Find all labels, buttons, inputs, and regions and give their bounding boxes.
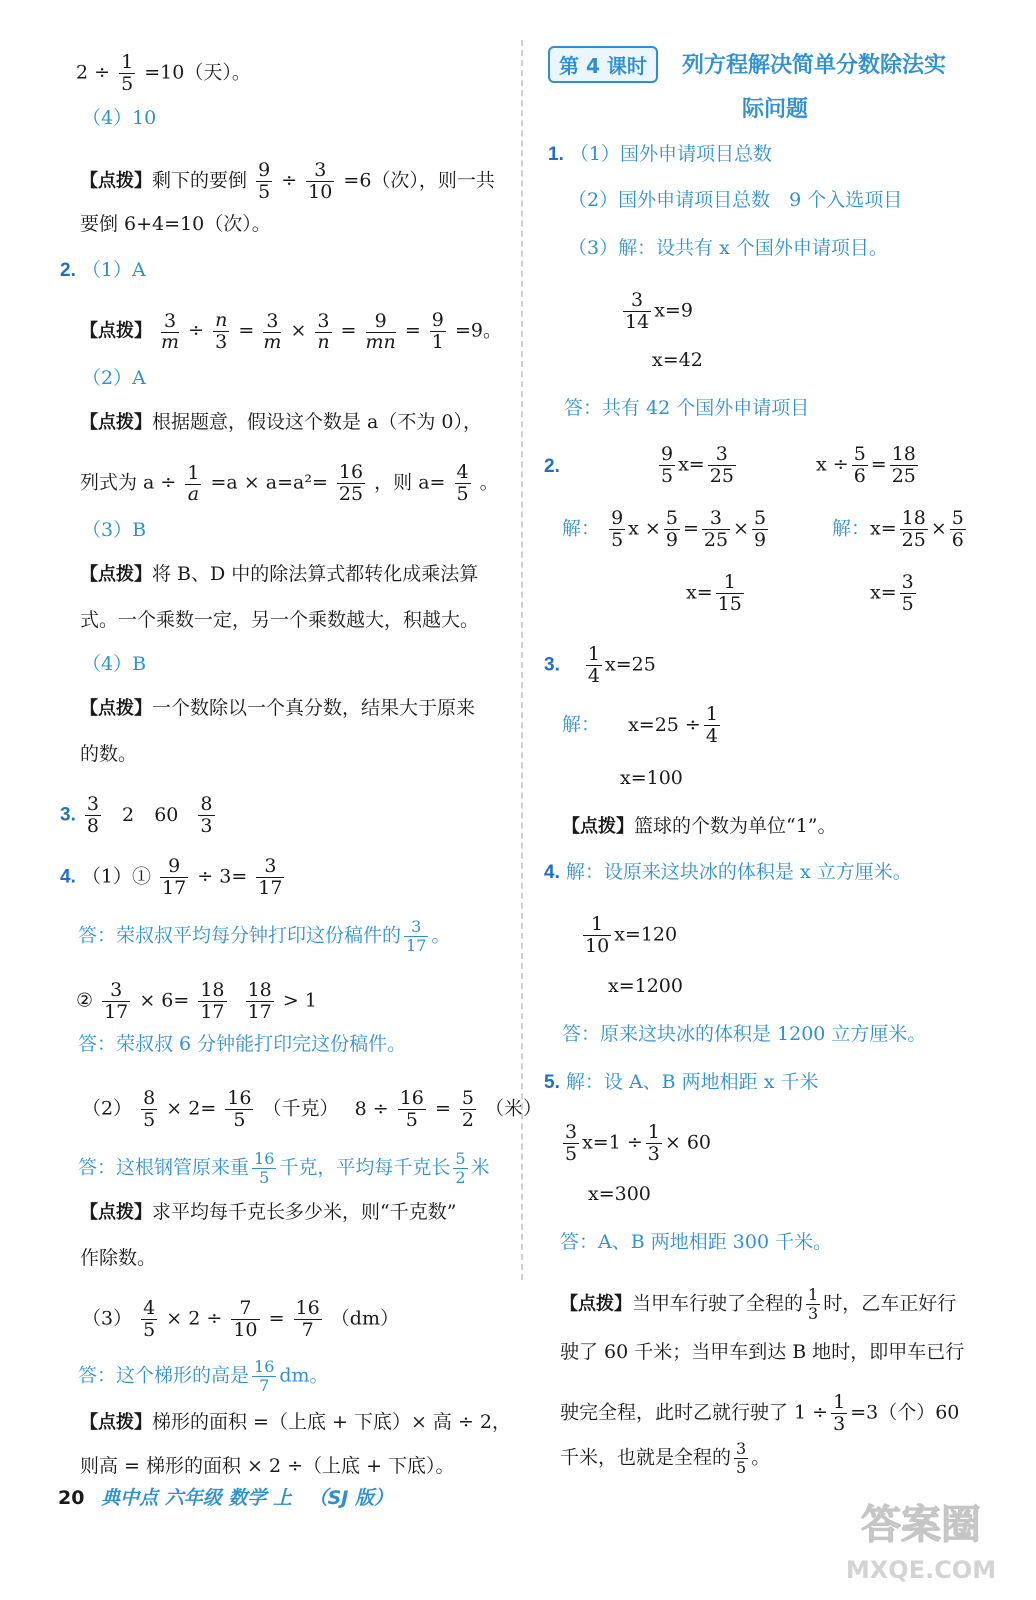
question-number: 4. (60, 866, 76, 888)
text: ÷ 3= (197, 865, 248, 888)
fraction: $\frac{1}{3}$ (808, 1285, 819, 1323)
text: × (930, 517, 947, 540)
solution-label: 解： (832, 517, 871, 540)
text: 答：荣叔叔平均每分钟打印这份稿件的 (78, 924, 402, 947)
sub-answer: （4）B (82, 653, 147, 675)
lesson-badge: 第 4 课时 (548, 46, 658, 83)
equation (620, 290, 693, 333)
fraction: $\frac{3}{17}$ (104, 979, 129, 1023)
text-line: 作除数。 (80, 1247, 157, 1269)
fraction: $\frac{5}{9}$ (753, 507, 767, 551)
edition-label: （SJ 版） (308, 1487, 393, 1509)
text: = (870, 453, 887, 476)
text: × 2= (166, 1097, 217, 1120)
answer-line (76, 52, 251, 95)
equation: x=42 (652, 349, 703, 371)
text-line (80, 462, 499, 505)
text: x= (686, 581, 713, 604)
text: = (340, 319, 357, 342)
text: 当甲车行驶了全程的 (632, 1292, 804, 1315)
text: x=1 ÷ (582, 1131, 643, 1154)
question-line (60, 256, 146, 285)
text: × 6= (139, 989, 190, 1012)
fraction: $\frac{5}{2}$ (455, 1149, 466, 1187)
text: 一个数除以一个真分数，结果大于原来 (152, 697, 476, 719)
answer-statement: 答：共有 42 个国外申请项目 (564, 397, 810, 419)
sub-answer: （1）国外申请项目总数 (569, 143, 772, 165)
question-line (544, 452, 560, 481)
text: × 60 (664, 1131, 712, 1154)
text: 8 ÷ (354, 1097, 389, 1120)
fraction: $\frac{3}{5}$ (901, 571, 914, 615)
fraction: $\frac{5}{6}$ (951, 507, 964, 551)
hint-label: 【点拨】 (562, 816, 634, 837)
watermark-url: MXQE.COM (845, 1556, 997, 1584)
text: =6（次），则一共 (343, 169, 495, 192)
fraction: $\frac{3}{m}$ (161, 310, 180, 353)
brand-logo: 典中点 (101, 1487, 159, 1509)
fraction: $\frac{9}{5}$ (661, 443, 674, 487)
fraction: $\frac{16}{5}$ (227, 1087, 252, 1131)
sub-answer: （2）国外申请项目总数 9 个入选项目 (568, 189, 903, 211)
fraction: $\frac{16}{5}$ (254, 1149, 275, 1187)
text: = (404, 319, 421, 342)
fraction: $\frac{8}{5}$ (143, 1087, 156, 1131)
question-line (60, 856, 287, 899)
equation: x=300 (588, 1183, 651, 1205)
fraction: $\frac{9}{mn}$ (365, 310, 396, 353)
text: 2 (122, 803, 135, 826)
fraction: $\frac{3}{5}$ (565, 1121, 578, 1165)
hint-label: 【点拨】 (80, 698, 152, 719)
text: 。 (479, 471, 499, 494)
fraction: $\frac{9}{5}$ (611, 507, 624, 551)
text: 列式为 a ÷ (80, 471, 177, 494)
text: =10（天）。 (144, 61, 251, 84)
equation: x=1200 (608, 975, 683, 997)
text: 。 (751, 1446, 771, 1469)
text: （米） (485, 1097, 543, 1120)
text-line (560, 1392, 959, 1435)
fraction: $\frac{9}{17}$ (162, 855, 187, 899)
question-number: 2. (544, 456, 560, 477)
equation: x=100 (620, 767, 683, 789)
text: 米 (470, 1156, 490, 1179)
equation (686, 572, 747, 615)
hint-line (80, 408, 482, 437)
text: 篮球的个数为单位“1”。 (634, 815, 837, 837)
text: =3（个）60 (850, 1401, 960, 1424)
text: ② (76, 989, 94, 1012)
text: x= (678, 453, 705, 476)
text: （2） (82, 1097, 133, 1120)
watermark-logo (836, 1490, 1006, 1590)
text: 时，乙车正好行 (823, 1292, 957, 1315)
hint-line (80, 1408, 511, 1437)
text: 将 B、D 中的除法算式都转化成乘法算 (152, 563, 479, 585)
text: 根据题意，假设这个数是 a（不为 0）， (152, 411, 482, 433)
question-number: 1. (548, 144, 564, 165)
text: x=120 (614, 923, 678, 946)
text: x= (870, 581, 897, 604)
fraction: $\frac{16}{7}$ (295, 1297, 320, 1341)
hint-line (562, 812, 837, 841)
fraction: $\frac{1}{5}$ (121, 51, 134, 95)
text-line (76, 980, 317, 1023)
text: 千米，也就是全程的 (560, 1446, 732, 1469)
fraction: $\frac{18}{17}$ (200, 979, 225, 1023)
fraction: $\frac{3}{10}$ (308, 159, 333, 203)
text: 60 (154, 803, 179, 826)
question-number: 3. (60, 804, 76, 826)
text: （1）① (81, 865, 151, 888)
text: x × (628, 517, 661, 540)
text-line (82, 1088, 542, 1131)
text: 剩下的要倒 (152, 169, 248, 192)
question-line (544, 1068, 818, 1097)
answer-statement (78, 918, 450, 955)
text-line: 的数。 (80, 743, 138, 765)
text-line (82, 1298, 399, 1341)
hint-label: 【点拨】 (80, 412, 152, 433)
question-number: 2. (60, 260, 76, 281)
text: x= (870, 517, 897, 540)
text: ，则 a= (374, 471, 446, 494)
hint-line (80, 694, 475, 723)
fraction: $\frac{3}{5}$ (736, 1439, 747, 1477)
hint-label: 【点拨】 (80, 170, 152, 192)
fraction: $\frac{16}{7}$ (254, 1357, 275, 1395)
fraction: $\frac{1}{10}$ (585, 913, 610, 957)
question-line (544, 644, 656, 687)
text: x ÷ (816, 453, 849, 476)
equation (580, 914, 677, 957)
fraction: $\frac{18}{17}$ (247, 979, 272, 1023)
text: = (238, 319, 255, 342)
page-footer (58, 1483, 393, 1510)
equation (560, 1122, 711, 1165)
column-divider (521, 40, 523, 1280)
fraction: $\frac{18}{25}$ (891, 443, 916, 487)
equation (562, 508, 771, 551)
lesson-title: 列方程解决简单分数除法实 (682, 53, 947, 78)
sub-answer: （3）B (82, 519, 147, 541)
question-line (60, 794, 218, 837)
text: ÷ (188, 319, 205, 342)
hint-line (80, 560, 478, 589)
answer-statement: 答：A、B 两地相距 300 千米。 (560, 1231, 833, 1253)
text: 驶完全程，此时乙就行驶了 1 ÷ (560, 1401, 829, 1424)
fraction: $\frac{1}{15}$ (717, 571, 742, 615)
fraction: $\frac{3}{n}$ (317, 310, 330, 353)
equation (870, 572, 919, 615)
answer-statement (78, 1358, 329, 1395)
text: （3） (82, 1307, 133, 1330)
equation (656, 444, 739, 487)
fraction: $\frac{5}{2}$ (461, 1087, 474, 1131)
fraction: $\frac{3}{17}$ (258, 855, 283, 899)
text: x=9 (654, 299, 693, 322)
text: 求平均每千克长多少米，则“千克数” (152, 1201, 457, 1223)
answer-statement (78, 1150, 490, 1187)
answer-statement: 答：荣叔叔 6 分钟能打印完这份稿件。 (78, 1033, 407, 1055)
fraction: $\frac{3}{25}$ (709, 443, 734, 487)
text: dm。 (279, 1364, 329, 1387)
sub-answer: （4）10 (82, 107, 157, 129)
fraction: $\frac{3}{8}$ (86, 793, 99, 837)
text: × 2 ÷ (166, 1307, 223, 1330)
text: 千克，平均每千克长 (279, 1156, 451, 1179)
fraction: $\frac{1}{3}$ (647, 1121, 660, 1165)
question-line (544, 858, 912, 887)
text: 答：这根钢管原来重 (78, 1156, 250, 1179)
text: （dm） (330, 1307, 399, 1330)
text: = (682, 517, 699, 540)
book-title: 六年级 数学 上 (164, 1487, 292, 1509)
fraction: $\frac{9}{5}$ (258, 159, 271, 203)
text: = (268, 1307, 285, 1330)
text: x=25 (605, 653, 656, 676)
fraction: $\frac{16}{25}$ (338, 461, 364, 505)
equation (562, 704, 723, 747)
text: 2 ÷ (76, 61, 111, 84)
sub-answer: （2）A (82, 367, 146, 389)
fraction: $\frac{3}{m}$ (263, 310, 282, 353)
question-number: 3. (544, 654, 560, 676)
fraction: $\frac{n}{3}$ (215, 309, 228, 353)
fraction: $\frac{3}{17}$ (406, 917, 427, 955)
solution-text: 解：设 A、B 两地相距 x 千米 (565, 1071, 819, 1093)
text: =a × a=a²= (210, 471, 328, 494)
hint-label: 【点拨】 (80, 1202, 152, 1223)
sub-answer: （1）A (81, 259, 146, 281)
equation (816, 444, 921, 487)
text: × (290, 319, 307, 342)
text-line (560, 1440, 770, 1477)
hint-line (80, 160, 495, 203)
text: × (733, 517, 749, 540)
text-line: 驶了 60 千米；当甲车到达 B 地时，即甲车已行 (560, 1341, 965, 1363)
fraction: $\frac{16}{5}$ (399, 1087, 424, 1131)
fraction: $\frac{1}{a}$ (187, 462, 200, 505)
question-number: 4. (544, 862, 560, 883)
fraction: $\frac{5}{9}$ (665, 507, 678, 551)
text: 梯形的面积 =（上底 + 下底）× 高 ÷ 2， (152, 1411, 512, 1433)
fraction: $\frac{4}{5}$ (143, 1297, 156, 1341)
hint-line (80, 1198, 456, 1227)
fraction: $\frac{1}{4}$ (705, 703, 718, 747)
hint-line (560, 1286, 956, 1323)
solution-label: 解： (562, 517, 601, 540)
fraction: $\frac{1}{3}$ (833, 1391, 846, 1435)
hint-label: 【点拨】 (80, 1412, 152, 1433)
lesson-title-cont: 际问题 (742, 97, 809, 122)
text: > 1 (282, 989, 317, 1012)
text: = (434, 1097, 451, 1120)
hint-label: 【点拨】 (560, 1293, 632, 1315)
text: 。 (431, 924, 451, 947)
question-line (548, 140, 772, 169)
solution-text: 解：设原来这块冰的体积是 x 立方厘米。 (565, 861, 912, 883)
fraction: $\frac{1}{4}$ (587, 643, 600, 687)
fraction: $\frac{3}{14}$ (625, 289, 650, 333)
text: ÷ (281, 169, 298, 192)
text: x=25 ÷ (628, 713, 701, 736)
text-line: 要倒 6+4=10（次）。 (80, 213, 271, 235)
text: =9。 (454, 319, 502, 342)
text-line: 则高 = 梯形的面积 × 2 ÷（上底 + 下底）。 (80, 1455, 455, 1477)
fraction: $\frac{3}{25}$ (703, 507, 729, 551)
equation (832, 508, 969, 551)
fraction: $\frac{4}{5}$ (456, 461, 469, 505)
fraction: $\frac{5}{6}$ (853, 443, 866, 487)
text: （千克） (262, 1097, 339, 1120)
fraction: $\frac{18}{25}$ (901, 507, 926, 551)
fraction: $\frac{8}{3}$ (200, 793, 213, 837)
text: 答：这个梯形的高是 (78, 1364, 250, 1387)
hint-label: 【点拨】 (80, 320, 152, 342)
text-line: 式。一个乘数一定，另一个乘数越大，积越大。 (80, 609, 480, 631)
fraction: $\frac{7}{10}$ (233, 1297, 258, 1341)
fraction: $\frac{9}{1}$ (431, 309, 444, 353)
watermark-text: 答案圈 (861, 1502, 981, 1548)
sub-answer: （3）解：设共有 x 个国外申请项目。 (568, 237, 888, 259)
question-number: 5. (544, 1072, 560, 1093)
page-number: 20 (58, 1487, 85, 1509)
hint-line (80, 310, 502, 353)
hint-label: 【点拨】 (80, 564, 152, 585)
solution-label: 解： (562, 713, 601, 736)
answer-statement: 答：原来这块冰的体积是 1200 立方厘米。 (562, 1023, 927, 1045)
